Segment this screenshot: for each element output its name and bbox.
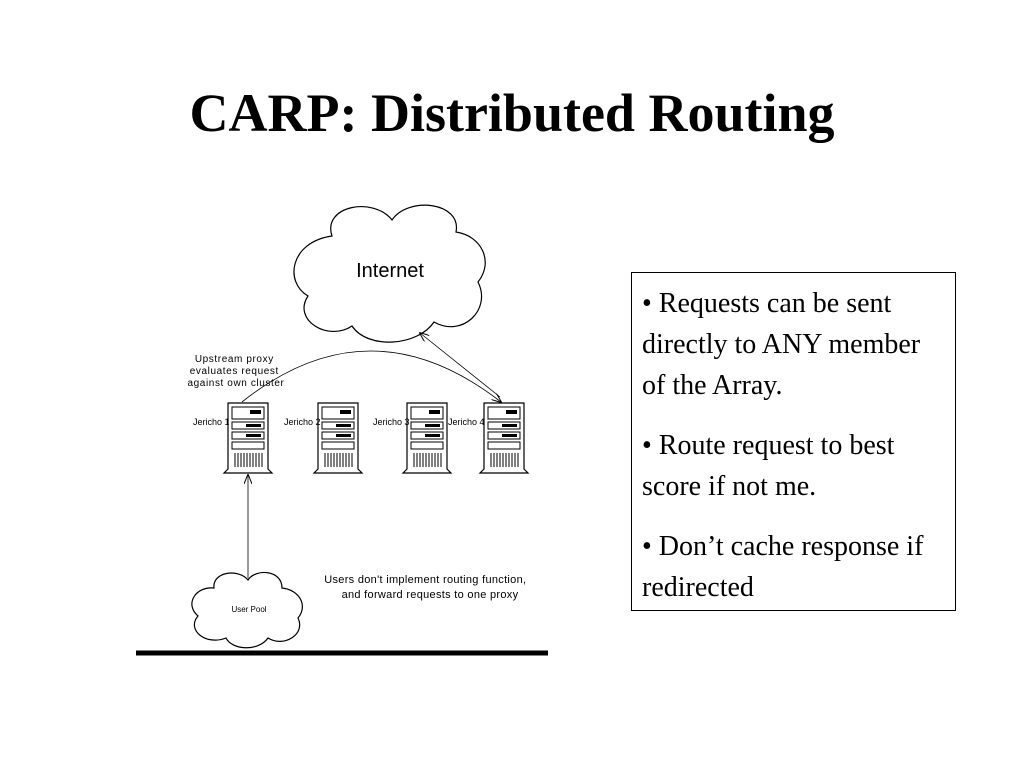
bullet-box xyxy=(631,272,956,611)
bullet-item: • Requests can be sent directly to ANY member of the Array. xyxy=(642,288,921,401)
bullet-item: • Don’t cache response if redirected xyxy=(642,531,924,603)
internet-label: Internet xyxy=(356,260,424,282)
server-icon-jericho-1 xyxy=(224,403,272,473)
upstream-note-line: Upstream proxy xyxy=(194,354,274,365)
server-label-jericho-3: Jericho 3 xyxy=(373,417,410,427)
bullet-item: • Route request to best score if not me. xyxy=(642,430,895,502)
slide-title: CARP: Distributed Routing xyxy=(189,83,835,143)
server-label-jericho-4: Jericho 4 xyxy=(448,417,485,427)
server-icon-jericho-4 xyxy=(480,403,528,473)
server-icon-jericho-2 xyxy=(314,403,362,473)
upstream-note-line: against own cluster xyxy=(187,378,285,389)
users-note-line: and forward requests to one proxy xyxy=(341,589,519,601)
users-note-line: Users don't implement routing function, xyxy=(324,574,527,586)
server-label-jericho-1: Jericho 1 xyxy=(193,417,230,427)
internet-arrow xyxy=(420,333,500,397)
user-pool-label: User Pool xyxy=(231,605,267,614)
upstream-note-line: evaluates request xyxy=(189,366,279,377)
users-note xyxy=(324,574,529,601)
upstream-note xyxy=(187,354,284,389)
server-label-jericho-2: Jericho 2 xyxy=(284,417,321,427)
server-icon-jericho-3 xyxy=(403,403,451,473)
